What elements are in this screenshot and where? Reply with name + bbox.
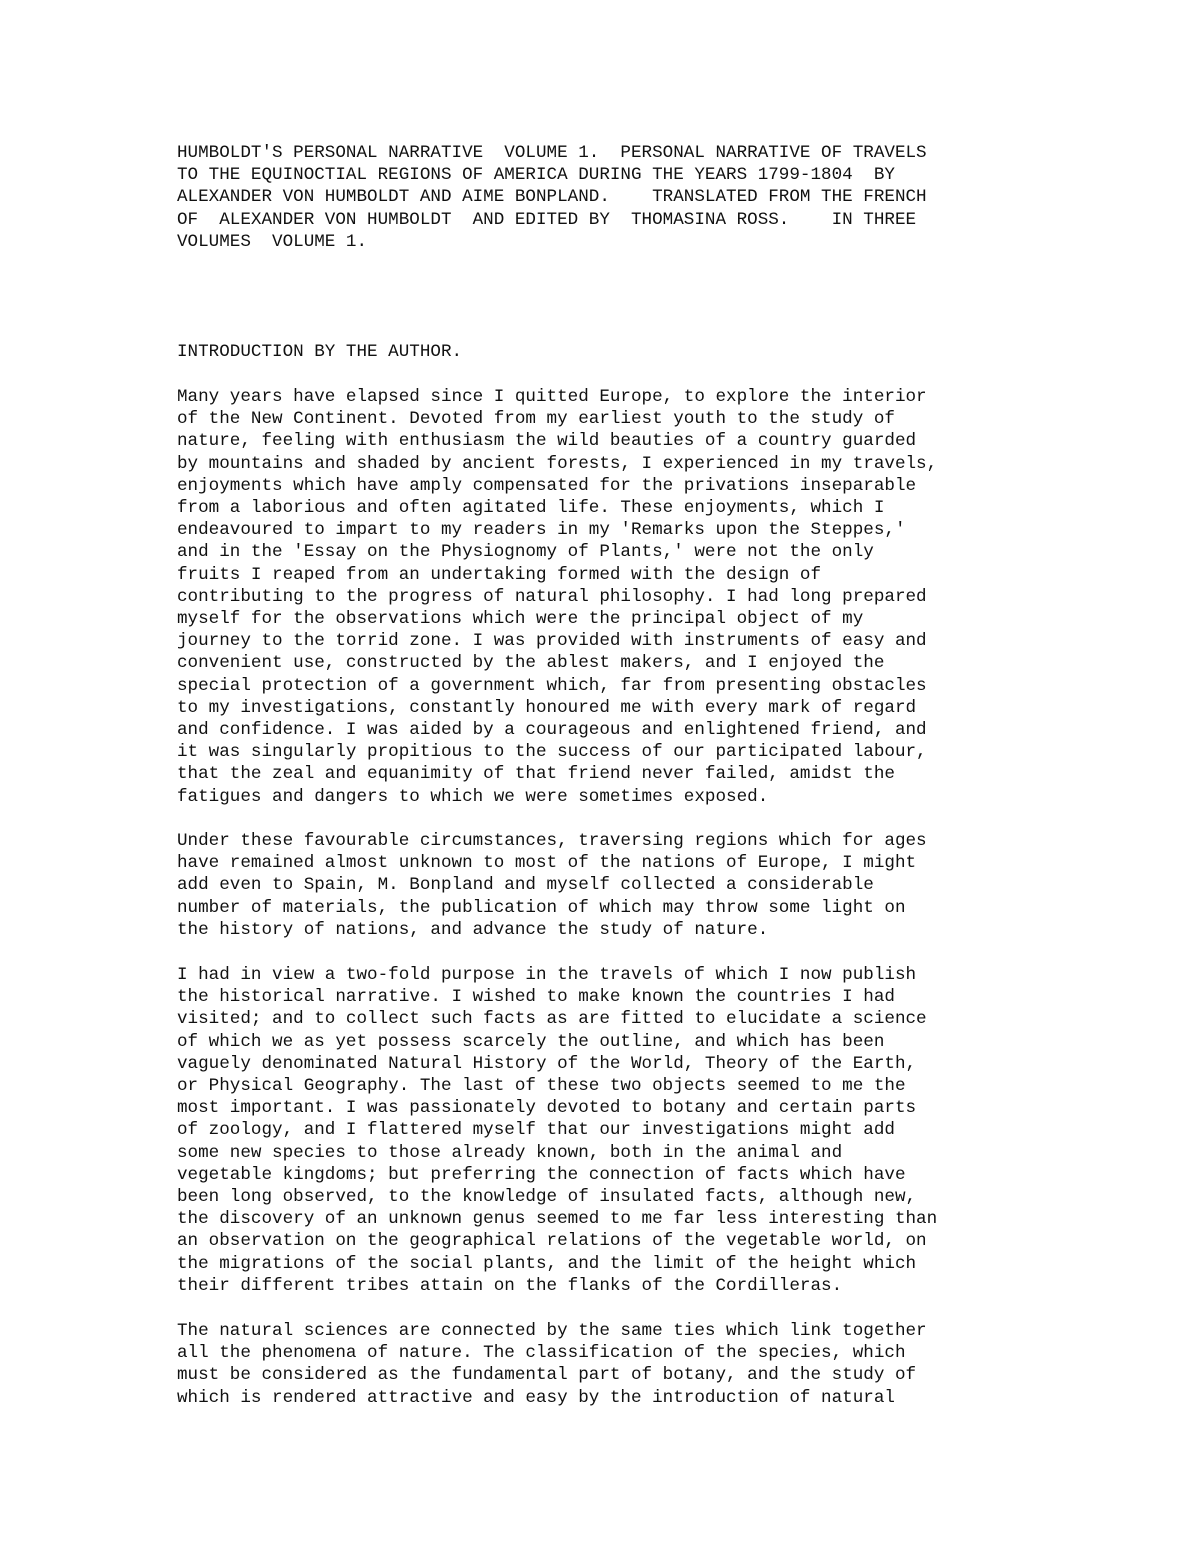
body-paragraph: Under these favourable circumstances, traversing regions which for ages have remained almost unknown to most of the nations of Europe, I might add even to Spain, M. Bonpland and myself collected a considerable number of materials, the publication of which may throw some light on the history of nations, and advance the study of nature.	[177, 831, 927, 940]
document-title-block: HUMBOLDT'S PERSONAL NARRATIVE VOLUME 1. PERSONAL NARRATIVE OF TRAVELS TO THE EQUINOCTIAL REGIONS OF AMERICA DURING THE YEARS 1799-1804 BY ALEXANDER VON HUMBOLDT AND AIME BONPLAND. TRANSLATED FROM THE FRENCH OF ALEXANDER VON HUMBOLDT AND EDITED BY THOMASINA ROSS. IN THREE VOLUMES VOLUME 1.	[177, 143, 927, 252]
body-paragraph: The natural sciences are connected by the same ties which link together all the phenomena of nature. The classification of the species, which must be considered as the fundamental part of botany, and the study of which is rendered attractive and easy by the introduction of natural	[177, 1321, 927, 1408]
body-paragraph: Many years have elapsed since I quitted Europe, to explore the interior of the New Continent. Devoted from my earliest youth to the study of nature, feeling with enthusiasm the wild beauties of a country guarded by mountains and shaded by ancient forests, I experienced in my travels, enjoyments which have amply compensated for the privations inseparable from a laborious and often agitated life. These enjoyments, which I endeavoured to impart to my readers in my 'Remarks upon the Steppes,' and in the 'Essay on the Physiognomy of Plants,' were not the only fruits I reaped from an undertaking formed with the design of contributing to the progress of natural philosophy. I had long prepared myself for the observations which were the principal object of my journey to the torrid zone. I was provided with instruments of easy and convenient use, constructed by the ablest makers, and I enjoyed the special protection of a government which, far from presenting obstacles to my investigations, constantly honoured me with every mark of regard and confidence. I was aided by a courageous and enlightened friend, and it was singularly propitious to the success of our participated labour, that the zeal and equanimity of that friend never failed, amidst the fatigues and dangers to which we were sometimes exposed.	[177, 387, 938, 807]
body-paragraph: I had in view a two-fold purpose in the travels of which I now publish the historical narrative. I wished to make known the countries I had visited; and to collect such facts as are fitted to elucidate a science of which we as yet possess scarcely the outline, and which has been vaguely denominated Natural History of the World, Theory of the Earth, or Physical Geography. The last of these two objects seemed to me the most important. I was passionately devoted to botany and certain parts of zoology, and I flattered myself that our investigations might add some new species to those already known, both in the animal and vegetable kingdoms; but preferring the connection of facts which have been long observed, to the knowledge of insulated facts, although new, the discovery of an unknown genus seemed to me far less interesting than an observation on the geographical relations of the vegetable world, on the migrations of the social plants, and the limit of the height which their different tribes attain on the flanks of the Cordilleras.	[177, 965, 938, 1296]
section-heading: INTRODUCTION BY THE AUTHOR.	[177, 342, 463, 362]
